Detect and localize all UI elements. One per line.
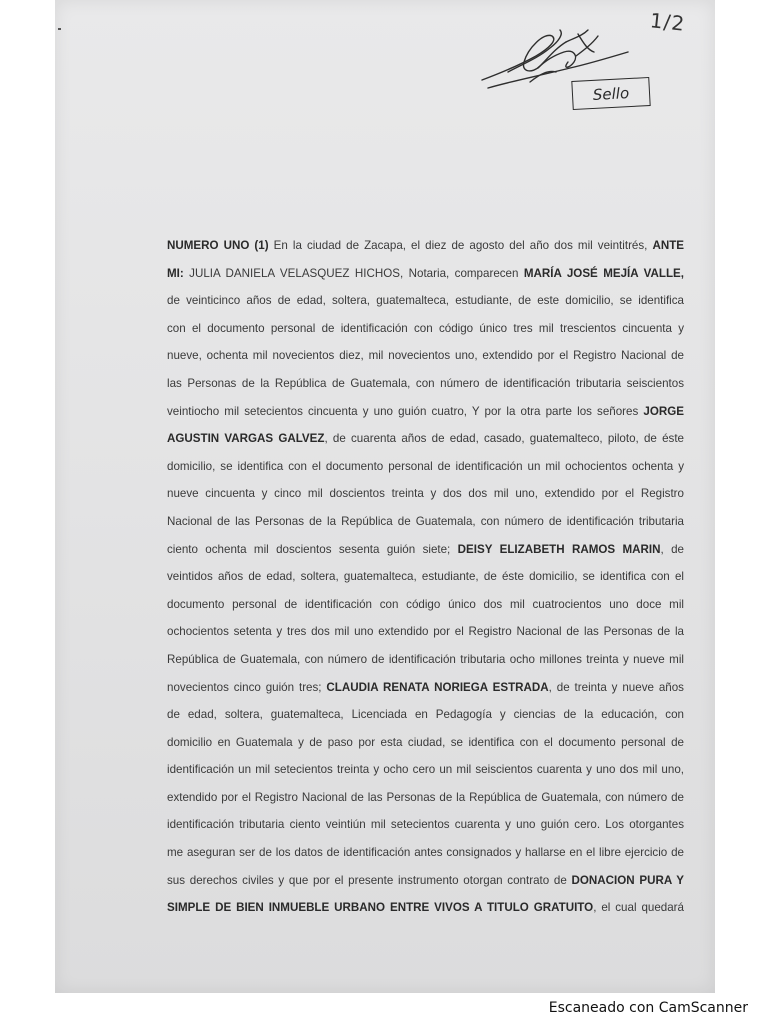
text-line <box>167 701 684 729</box>
bold-text-segment: JORGE <box>643 404 684 418</box>
text-segment: , de treinta y nueve años <box>548 680 684 694</box>
text-segment: ciento ochenta mil doscientos sesenta guión siete; <box>167 542 458 556</box>
text-line <box>167 729 684 757</box>
text-line <box>167 425 684 453</box>
text-line <box>167 508 684 536</box>
text-segment: domicilio, se identifica con el documento personal de identificación un mil ochocientos ochenta y <box>167 459 684 473</box>
text-segment: domicilio en Guatemala y de paso por esta ciudad, se identifica con el documento personal de <box>167 735 684 749</box>
text-segment: identificación un mil setecientos treinta y ocho cero un mil seiscientos cuarenta y uno dos mil uno, <box>167 763 684 777</box>
text-segment: extendido por el Registro Nacional de las Personas de la República de Guatemala, con número de <box>167 790 684 804</box>
text-segment: sus derechos civiles y que por el presente instrumento otorgan contrato de <box>167 873 572 887</box>
text-line <box>167 370 684 398</box>
text-segment: las Personas de la República de Guatemala, con número de identificación tributaria seiscientos <box>167 376 684 390</box>
text-line <box>167 591 684 619</box>
text-segment: En la ciudad de Zacapa, el diez de agosto del año dos mil veintitrés, <box>268 239 653 252</box>
text-segment: ochocientos setenta y tres dos mil uno extendido por el Registro Nacional de las Personas de la <box>167 625 684 639</box>
text-segment: nueve cincuenta y cinco mil doscientos treinta y dos dos mil uno, extendido por el Registro <box>167 487 684 501</box>
text-line <box>167 232 684 260</box>
text-segment: veintidos años de edad, soltera, guatemalteca, estudiante, de éste domicilio, se identifica con el <box>167 570 684 584</box>
bold-text-segment: NUMERO UNO (1) <box>167 239 269 252</box>
text-line <box>167 260 684 288</box>
text-line <box>167 674 684 702</box>
text-segment: nueve, ochenta mil novecientos diez, mil novecientos uno, extendido por el Registro Nacional de <box>167 349 684 363</box>
text-line <box>167 784 684 812</box>
text-segment: , de <box>660 542 684 556</box>
text-segment: de veinticinco años de edad, soltera, guatemalteca, estudiante, de este domicilio, se identifica <box>167 294 684 308</box>
text-line <box>167 536 684 564</box>
text-segment: me aseguran ser de los datos de identificación antes consignados y hallarse en el libre ejercicio de <box>167 846 684 860</box>
text-segment: identificación tributaria ciento veintiún mil setecientos cuarenta y uno guión cero. Los otorgantes <box>167 818 684 832</box>
bold-text-segment: MI: <box>167 266 184 280</box>
bold-text-segment: ANTE <box>652 239 684 252</box>
text-segment: documento personal de identificación con código único dos mil cuatrocientos uno doce mil <box>167 597 684 611</box>
text-segment: República de Guatemala, con número de identificación tributaria ocho millones treinta y nueve mil <box>167 652 684 666</box>
bold-text-segment: CLAUDIA RENATA NORIEGA ESTRADA <box>326 680 549 694</box>
text-line <box>167 646 684 674</box>
seal-label: Sello <box>592 83 630 104</box>
text-line <box>167 811 684 839</box>
text-segment: con el documento personal de identificación con código único tres mil trescientos cincuenta y <box>167 321 684 335</box>
bold-text-segment: MARÍA JOSÉ MEJÍA VALLE, <box>523 266 684 280</box>
bold-text-segment: AGUSTIN VARGAS GALVEZ <box>167 432 325 446</box>
text-segment: Nacional de las Personas de la República de Guatemala, con número de identificación tributaria <box>167 514 684 528</box>
scan-speck <box>58 28 61 30</box>
text-segment: novecientos cinco guión tres; <box>167 680 327 694</box>
bold-text-segment: SIMPLE DE BIEN INMUEBLE URBANO ENTRE VIVOS A TITULO GRATUITO <box>167 901 594 915</box>
text-line <box>167 453 684 481</box>
text-line <box>167 894 684 922</box>
text-line <box>167 563 684 591</box>
scanner-watermark: Escaneado con CamScanner <box>548 1000 748 1016</box>
text-line <box>167 287 684 315</box>
bold-text-segment: DONACION PURA Y <box>571 873 684 887</box>
text-line <box>167 756 684 784</box>
text-segment: de edad, soltera, guatemalteca, Licenciada en Pedagogía y ciencias de la educación, con <box>167 708 684 722</box>
text-line <box>167 342 684 370</box>
text-line <box>167 480 684 508</box>
bold-text-segment: DEISY ELIZABETH RAMOS MARIN <box>457 542 661 556</box>
text-line <box>167 839 684 867</box>
text-line <box>167 315 684 343</box>
text-segment: JULIA DANIELA VELASQUEZ HICHOS, Notaria, comparecen <box>183 266 524 280</box>
notarial-deed-text <box>167 232 684 922</box>
seal-stamp <box>571 77 650 110</box>
text-segment: , de cuarenta años de edad, casado, guatemalteco, piloto, de éste <box>324 432 684 446</box>
text-segment: veintiocho mil setecientos cincuenta y uno guión cuatro, Y por la otra parte los señores <box>167 404 644 418</box>
text-line <box>167 618 684 646</box>
text-line <box>167 867 684 895</box>
page-number: 1/2 <box>648 8 687 36</box>
text-line <box>167 398 684 426</box>
text-segment: , el cual quedará <box>593 901 684 915</box>
